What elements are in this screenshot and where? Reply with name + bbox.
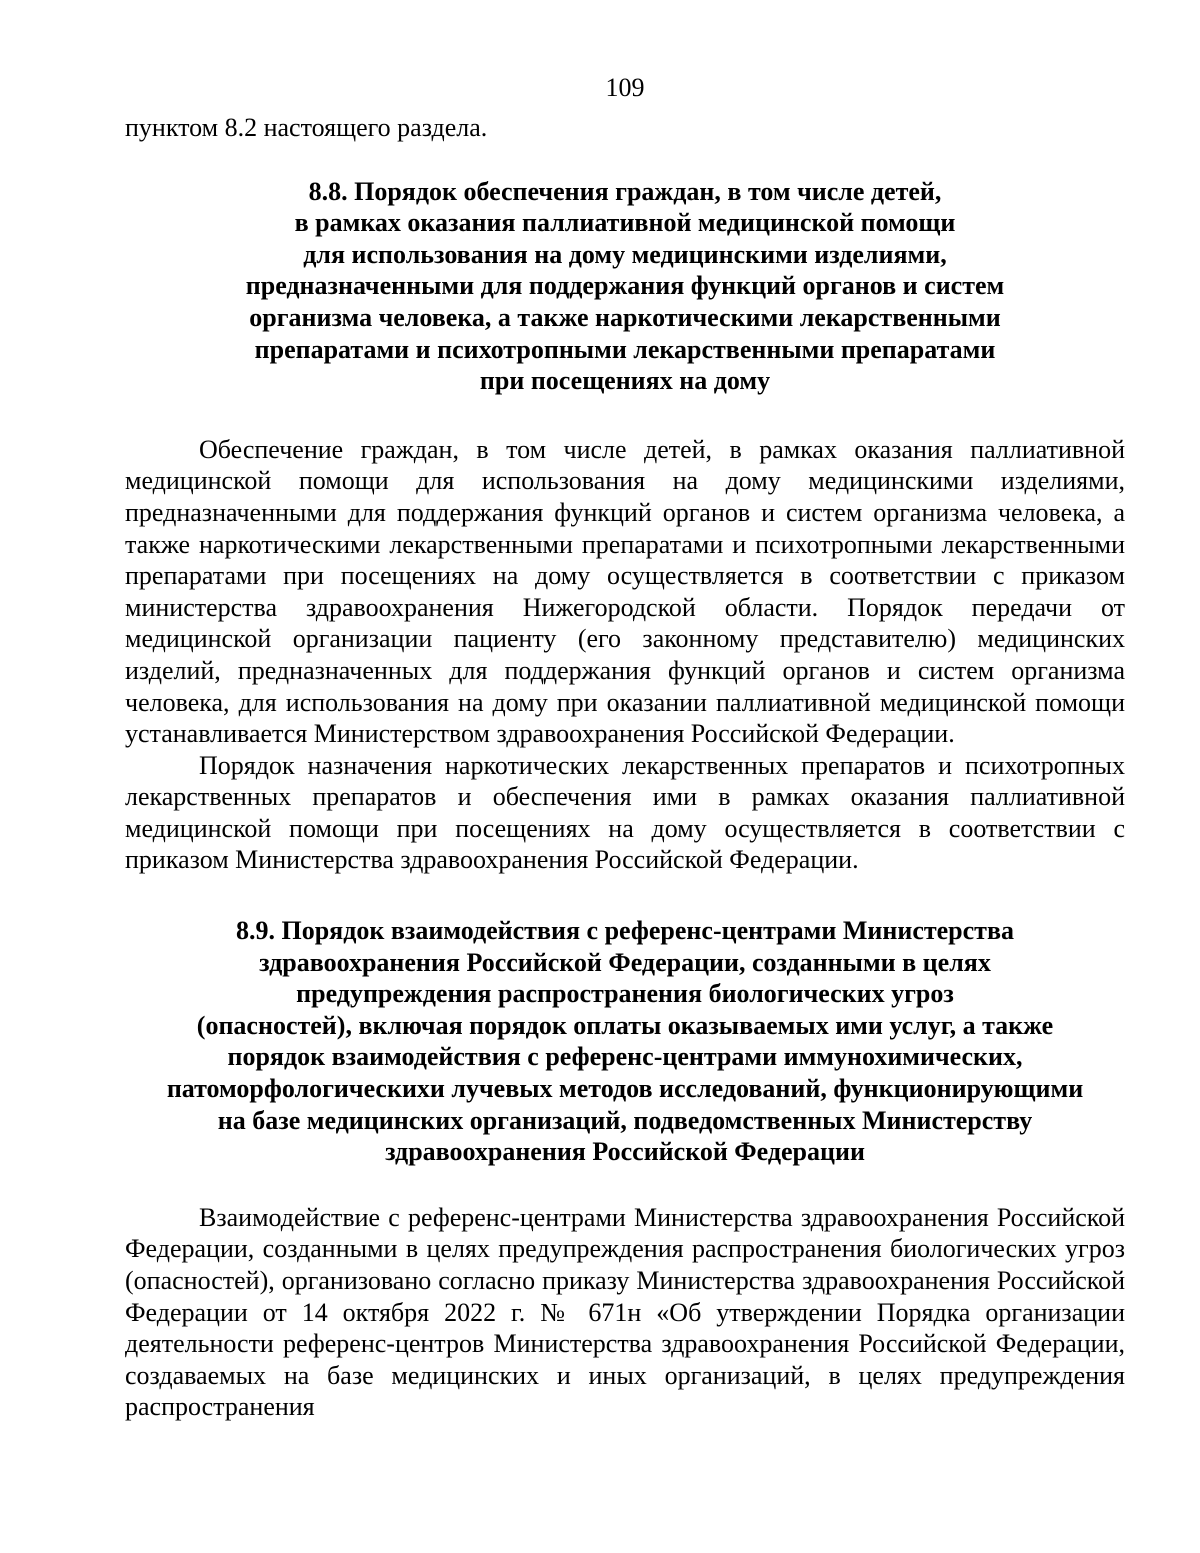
heading-line: на базе медицинских организаций, подведомственных Министерству <box>217 1105 1033 1135</box>
section-8-9-heading <box>125 915 1125 1168</box>
section-8-8-paragraph: Обеспечение граждан, в том числе детей, в рамках оказания паллиативной медицинской помощи для использования на дому медицинскими изделиями, предназначенными для поддержания функций органов и систем организма человека, а также наркотическими лекарственными препаратами и психотропными лекарственными препаратами при посещениях на дому осуществляется в соответствии с приказом министерства здравоохранения Нижегородской области. Порядок передачи от медицинской организации пациенту (его законному представителю) медицинских изделий, предназначенных для поддержания функций органов и систем организма человека, для использования на дому при оказании паллиативной медицинской помощи устанавливается Министерством здравоохранения Российской Федерации. <box>125 434 1125 749</box>
heading-line: предупреждения распространения биологических угроз <box>296 979 954 1009</box>
heading-line: препаратами и психотропными лекарственными препаратами <box>254 334 996 364</box>
heading-line: патоморфологическихи лучевых методов исследований, функционирующими <box>166 1074 1084 1104</box>
heading-line: порядок взаимодействия с референс-центрами иммунохимических, <box>227 1042 1023 1072</box>
heading-line: 8.8. Порядок обеспечения граждан, в том числе детей, <box>308 176 942 206</box>
heading-line: здравоохранения Российской Федерации <box>385 1137 865 1167</box>
heading-line: предназначенными для поддержания функций органов и систем <box>245 271 1005 301</box>
heading-line: (опасностей), включая порядок оплаты оказываемых ими услуг, а также <box>196 1010 1054 1040</box>
heading-line: организма человека, а также наркотическими лекарственными <box>249 302 1001 332</box>
section-8-8-heading <box>125 176 1125 397</box>
heading-line: в рамках оказания паллиативной медицинской помощи <box>294 208 956 238</box>
page-number: 109 <box>605 73 645 102</box>
section-8-9-paragraph: Взаимодействие с референс-центрами Министерства здравоохранения Российской Федерации, созданными в целях предупреждения распространения биологических угроз (опасностей), организовано согласно приказу Министерства здравоохранения Российской Федерации от 14 октября 2022 г. № 671н «Об утверждении Порядка организации деятельности референс-центров Министерства здравоохранения Российской Федерации, создаваемых на базе медицинских и иных организаций, в целях предупреждения распространения <box>125 1202 1125 1422</box>
heading-line: здравоохранения Российской Федерации, созданными в целях <box>259 947 991 977</box>
heading-line: 8.9. Порядок взаимодействия с референс-центрами Министерства <box>236 916 1014 946</box>
heading-line: для использования на дому медицинскими изделиями, <box>303 239 947 269</box>
continuation-text: пунктом 8.2 настоящего раздела. <box>125 113 488 142</box>
document-page <box>125 70 1125 1423</box>
heading-line: при посещениях на дому <box>479 366 771 396</box>
section-8-8-paragraph: Порядок назначения наркотических лекарственных препаратов и психотропных лекарственных препаратов и обеспечения ими в рамках оказания паллиативной медицинской помощи при посещениях на дому осуществляется в соответствии с приказом Министерства здравоохранения Российской Федерации. <box>125 750 1125 875</box>
